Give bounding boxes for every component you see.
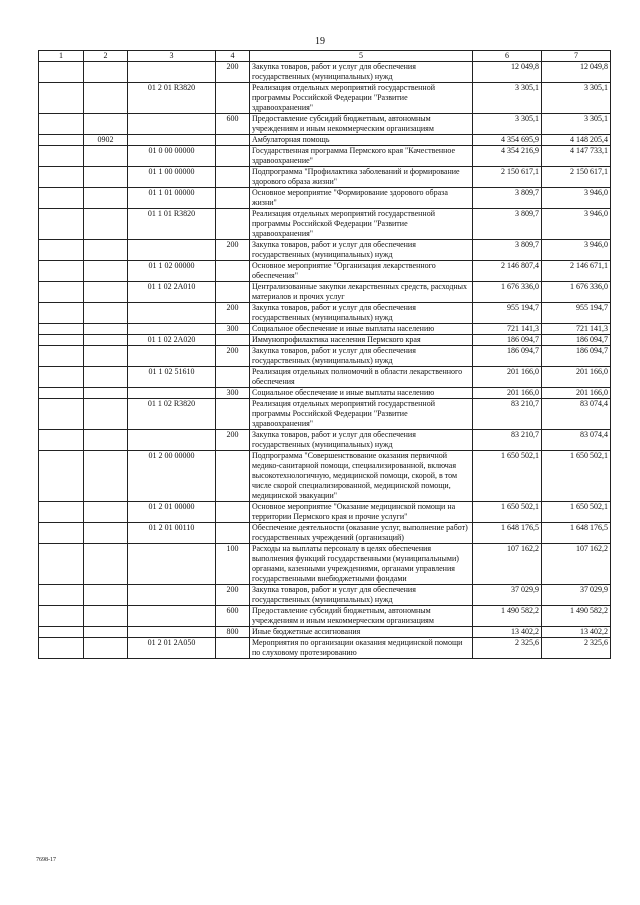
table-cell-c7: 1 650 502,1 [542,502,611,523]
table-row [39,367,611,388]
table-cell-c4: 200 [216,346,250,367]
table-body [39,62,611,659]
table-cell-c2 [84,261,128,282]
table-cell-c5: Централизованные закупки лекарственных средств, расходных материалов и прочих услуг [250,282,473,303]
table-cell-c6: 3 809,7 [473,240,542,261]
table-cell-c3: 01 1 01 00000 [128,188,216,209]
table-cell-c1 [39,346,84,367]
table-cell-c6: 2 325,6 [473,638,542,659]
table-cell-c5: Основное мероприятие "Организация лекарственного обеспечения" [250,261,473,282]
table-row [39,544,611,585]
table-cell-c2 [84,502,128,523]
table-cell-c4: 300 [216,324,250,335]
table-cell-c6: 4 354 216,9 [473,146,542,167]
table-cell-c1 [39,585,84,606]
table-cell-c5: Иные бюджетные ассигнования [250,627,473,638]
table-cell-c5: Реализация отдельных мероприятий государственной программы Российской Федерации "Развитие здравоохранения" [250,83,473,114]
table-cell-c3 [128,346,216,367]
table-row [39,346,611,367]
table-cell-c4: 200 [216,430,250,451]
table-cell-c2 [84,62,128,83]
table-cell-c1 [39,451,84,502]
column-header: 5 [250,51,473,62]
table-cell-c1 [39,399,84,430]
table-cell-c7: 13 402,2 [542,627,611,638]
table-cell-c7: 3 946,0 [542,209,611,240]
table-cell-c4 [216,399,250,430]
table-cell-c5: Закупка товаров, работ и услуг для обеспечения государственных (муниципальных) нужд [250,430,473,451]
table-cell-c2 [84,627,128,638]
table-cell-c1 [39,502,84,523]
table-cell-c3: 01 2 00 00000 [128,451,216,502]
table-cell-c6: 186 094,7 [473,335,542,346]
table-cell-c6: 201 166,0 [473,388,542,399]
table-header-row [39,51,611,62]
table-cell-c7: 1 676 336,0 [542,282,611,303]
table-row [39,638,611,659]
table-row [39,167,611,188]
table-cell-c1 [39,114,84,135]
table-cell-c7: 3 305,1 [542,83,611,114]
table-row [39,606,611,627]
table-cell-c2 [84,367,128,388]
column-header: 7 [542,51,611,62]
table-cell-c6: 12 049,8 [473,62,542,83]
table-row [39,62,611,83]
table-row [39,188,611,209]
table-cell-c7: 1 490 582,2 [542,606,611,627]
table-row [39,430,611,451]
table-cell-c6: 107 162,2 [473,544,542,585]
table-cell-c5: Иммунопрофилактика населения Пермского края [250,335,473,346]
table-cell-c3: 01 0 00 00000 [128,146,216,167]
table-row [39,146,611,167]
table-cell-c6: 3 809,7 [473,188,542,209]
table-cell-c1 [39,544,84,585]
table-cell-c1 [39,303,84,324]
table-cell-c3 [128,388,216,399]
table-cell-c6: 721 141,3 [473,324,542,335]
table-cell-c6: 3 305,1 [473,114,542,135]
table-cell-c7: 186 094,7 [542,346,611,367]
table-row [39,135,611,146]
table-cell-c1 [39,388,84,399]
table-cell-c4: 200 [216,585,250,606]
table-cell-c6: 201 166,0 [473,367,542,388]
table-row [39,209,611,240]
table-cell-c2 [84,451,128,502]
table-cell-c3 [128,62,216,83]
table-cell-c1 [39,188,84,209]
table-cell-c7: 3 946,0 [542,188,611,209]
table-cell-c1 [39,627,84,638]
table-cell-c3 [128,544,216,585]
table-cell-c3 [128,324,216,335]
table-cell-c3 [128,430,216,451]
table-cell-c7: 83 074,4 [542,399,611,430]
table-cell-c4 [216,135,250,146]
table-cell-c4 [216,451,250,502]
table-cell-c2 [84,240,128,261]
table-cell-c7: 4 147 733,1 [542,146,611,167]
table-cell-c5: Обеспечение деятельности (оказание услуг, выполнение работ) государственных учреждений (организаций) [250,523,473,544]
table-cell-c7: 2 150 617,1 [542,167,611,188]
table-cell-c2 [84,188,128,209]
table-row [39,523,611,544]
table-cell-c6: 1 648 176,5 [473,523,542,544]
table-cell-c6: 955 194,7 [473,303,542,324]
table-cell-c4: 600 [216,606,250,627]
budget-table [38,50,611,659]
table-cell-c5: Государственная программа Пермского края "Качественное здравоохранение" [250,146,473,167]
table-cell-c2 [84,209,128,240]
table-cell-c2 [84,606,128,627]
table-cell-c5: Реализация отдельных полномочий в области лекарственного обеспечения [250,367,473,388]
table-cell-c6: 2 150 617,1 [473,167,542,188]
table-cell-c7: 2 146 671,1 [542,261,611,282]
table-cell-c1 [39,523,84,544]
table-row [39,303,611,324]
table-cell-c7: 37 029,9 [542,585,611,606]
table-cell-c3 [128,585,216,606]
column-header: 2 [84,51,128,62]
table-row [39,83,611,114]
table-cell-c7: 1 650 502,1 [542,451,611,502]
table-cell-c6: 3 809,7 [473,209,542,240]
table-cell-c5: Основное мероприятие "Формирование здорового образа жизни" [250,188,473,209]
table-cell-c3: 01 1 01 R3820 [128,209,216,240]
table-cell-c5: Закупка товаров, работ и услуг для обеспечения государственных (муниципальных) нужд [250,585,473,606]
table-cell-c2: 0902 [84,135,128,146]
table-row [39,324,611,335]
table-cell-c2 [84,346,128,367]
table-cell-c5: Расходы на выплаты персоналу в целях обеспечения выполнения функций государственными (муниципальными) органами, казенными учреждениями, органами управления государственными внебюджетными фондами [250,544,473,585]
table-cell-c2 [84,167,128,188]
table-cell-c1 [39,83,84,114]
table-cell-c3 [128,303,216,324]
table-cell-c5: Закупка товаров, работ и услуг для обеспечения государственных (муниципальных) нужд [250,303,473,324]
table-cell-c3 [128,135,216,146]
table-cell-c2 [84,282,128,303]
table-row [39,261,611,282]
table-cell-c7: 201 166,0 [542,367,611,388]
table-row [39,502,611,523]
table-cell-c3: 01 2 01 00000 [128,502,216,523]
table-cell-c5: Мероприятия по организации оказания медицинской помощи по слуховому протезированию [250,638,473,659]
table-cell-c6: 1 490 582,2 [473,606,542,627]
table-row [39,114,611,135]
table-row [39,399,611,430]
table-cell-c4 [216,523,250,544]
table-cell-c1 [39,606,84,627]
page-number: 19 [315,36,325,47]
table-cell-c2 [84,523,128,544]
table-cell-c3: 01 1 00 00000 [128,167,216,188]
table-cell-c7: 83 074,4 [542,430,611,451]
table-cell-c5: Закупка товаров, работ и услуг для обеспечения государственных (муниципальных) нужд [250,240,473,261]
table-cell-c4: 100 [216,544,250,585]
table-cell-c7: 201 166,0 [542,388,611,399]
table-cell-c4 [216,167,250,188]
table-cell-c4 [216,146,250,167]
table-cell-c6: 2 146 807,4 [473,261,542,282]
table-cell-c6: 4 354 695,9 [473,135,542,146]
table-cell-c5: Подпрограмма "Совершенствование оказания первичной медико-санитарной помощи, специализированной, включая высокотехнологичную, медицинской помощи, скорой, в том числе скорой специализированной, медицинской помощи, медицинской эвакуации" [250,451,473,502]
table-cell-c4 [216,638,250,659]
table-cell-c2 [84,83,128,114]
table-cell-c6: 1 650 502,1 [473,451,542,502]
table-cell-c7: 2 325,6 [542,638,611,659]
table-cell-c5: Подпрограмма "Профилактика заболеваний и формирование здорового образа жизни" [250,167,473,188]
table-cell-c7: 4 148 205,4 [542,135,611,146]
table-cell-c5: Социальное обеспечение и иные выплаты населению [250,388,473,399]
table-cell-c4 [216,188,250,209]
table-cell-c6: 186 094,7 [473,346,542,367]
table-cell-c4: 800 [216,627,250,638]
table-cell-c5: Закупка товаров, работ и услуг для обеспечения государственных (муниципальных) нужд [250,62,473,83]
table-row [39,585,611,606]
table-row [39,335,611,346]
table-cell-c1 [39,62,84,83]
table-cell-c6: 37 029,9 [473,585,542,606]
table-cell-c1 [39,209,84,240]
table-cell-c2 [84,638,128,659]
table-row [39,451,611,502]
table-cell-c7: 955 194,7 [542,303,611,324]
table-cell-c7: 186 094,7 [542,335,611,346]
table-cell-c5: Амбулаторная помощь [250,135,473,146]
table-cell-c3 [128,240,216,261]
table-cell-c2 [84,303,128,324]
table-cell-c3: 01 1 02 2А020 [128,335,216,346]
table-cell-c7: 12 049,8 [542,62,611,83]
table-cell-c7: 721 141,3 [542,324,611,335]
table-cell-c3 [128,606,216,627]
table-cell-c5: Основное мероприятие "Оказание медицинской помощи на территории Пермского края и прочие услуги" [250,502,473,523]
table-row [39,240,611,261]
table-cell-c4 [216,367,250,388]
table-cell-c3: 01 2 01 2А050 [128,638,216,659]
table-cell-c7: 1 648 176,5 [542,523,611,544]
table-cell-c3: 01 2 01 R3820 [128,83,216,114]
table-cell-c1 [39,261,84,282]
table-cell-c1 [39,167,84,188]
table-cell-c2 [84,146,128,167]
table-row [39,388,611,399]
table-cell-c1 [39,282,84,303]
table-cell-c2 [84,324,128,335]
table-cell-c7: 3 946,0 [542,240,611,261]
table-cell-c1 [39,324,84,335]
column-header: 3 [128,51,216,62]
table-row [39,282,611,303]
table-cell-c5: Реализация отдельных мероприятий государственной программы Российской Федерации "Развитие здравоохранения" [250,399,473,430]
table-cell-c5: Предоставление субсидий бюджетным, автономным учреждениям и иным некоммерческим организациям [250,606,473,627]
table-cell-c2 [84,335,128,346]
table-cell-c3: 01 1 02 51610 [128,367,216,388]
column-header: 6 [473,51,542,62]
table-cell-c6: 83 210,7 [473,399,542,430]
table-cell-c4: 200 [216,303,250,324]
column-header: 1 [39,51,84,62]
table-cell-c1 [39,135,84,146]
table-cell-c6: 13 402,2 [473,627,542,638]
table-cell-c5: Социальное обеспечение и иные выплаты населению [250,324,473,335]
table-cell-c2 [84,388,128,399]
table-cell-c4: 600 [216,114,250,135]
table-cell-c1 [39,638,84,659]
table-cell-c6: 1 650 502,1 [473,502,542,523]
table-cell-c2 [84,114,128,135]
column-header: 4 [216,51,250,62]
table-cell-c7: 3 305,1 [542,114,611,135]
table-cell-c3 [128,627,216,638]
table-cell-c4 [216,261,250,282]
table-cell-c4 [216,282,250,303]
table-cell-c5: Реализация отдельных мероприятий государственной программы Российской Федерации "Развитие здравоохранения" [250,209,473,240]
table-cell-c2 [84,544,128,585]
table-cell-c3: 01 2 01 00110 [128,523,216,544]
table-cell-c4 [216,502,250,523]
table-cell-c6: 83 210,7 [473,430,542,451]
table-cell-c4: 300 [216,388,250,399]
table-cell-c3: 01 1 02 00000 [128,261,216,282]
table-cell-c1 [39,146,84,167]
table-cell-c3 [128,114,216,135]
table-cell-c6: 1 676 336,0 [473,282,542,303]
table-cell-c5: Закупка товаров, работ и услуг для обеспечения государственных (муниципальных) нужд [250,346,473,367]
table-cell-c1 [39,367,84,388]
table-cell-c4 [216,83,250,114]
document-code: 7698-17 [36,857,56,863]
table-cell-c4: 200 [216,62,250,83]
table-cell-c3: 01 1 02 R3820 [128,399,216,430]
table-cell-c4: 200 [216,240,250,261]
table-cell-c2 [84,399,128,430]
table-cell-c4 [216,209,250,240]
table-cell-c3: 01 1 02 2А010 [128,282,216,303]
table-cell-c2 [84,430,128,451]
table-cell-c6: 3 305,1 [473,83,542,114]
table-cell-c1 [39,335,84,346]
table-cell-c1 [39,430,84,451]
table-cell-c5: Предоставление субсидий бюджетным, автономным учреждениям и иным некоммерческим организациям [250,114,473,135]
table-cell-c2 [84,585,128,606]
table-cell-c7: 107 162,2 [542,544,611,585]
table-cell-c4 [216,335,250,346]
table-row [39,627,611,638]
table-cell-c1 [39,240,84,261]
